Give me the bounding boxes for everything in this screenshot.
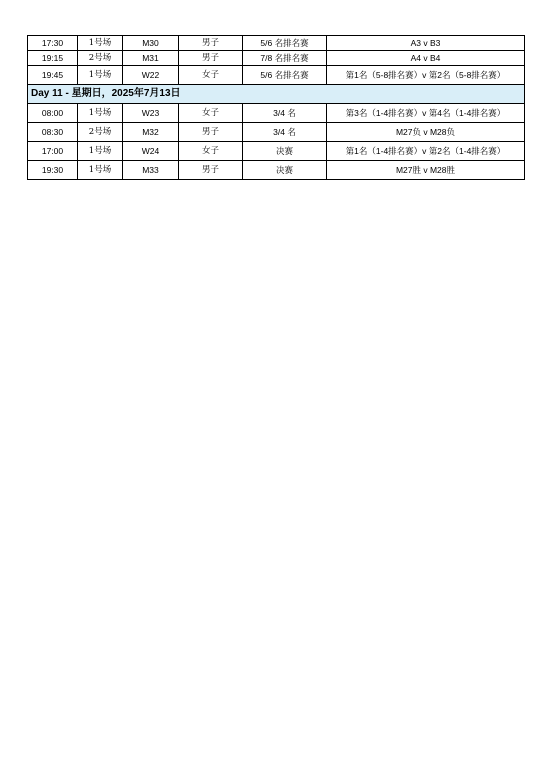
table-row <box>28 51 525 66</box>
match-cell: M33 <box>123 161 179 180</box>
gender-cell: 男子 <box>179 36 243 51</box>
stage-cell: 7/8 名排名赛 <box>243 51 327 66</box>
time-cell: 08:00 <box>28 104 78 123</box>
match-cell: W24 <box>123 142 179 161</box>
gender-cell: 男子 <box>179 123 243 142</box>
teams-cell: A3 v B3 <box>327 36 525 51</box>
gender-cell: 女子 <box>179 66 243 85</box>
stage-cell: 5/6 名排名赛 <box>243 66 327 85</box>
day-header-cell <box>28 85 525 104</box>
match-cell: W22 <box>123 66 179 85</box>
court-cell: 1号场 <box>78 161 123 180</box>
table-row <box>28 142 525 161</box>
court-cell: 1号场 <box>78 104 123 123</box>
table-row <box>28 104 525 123</box>
gender-cell: 女子 <box>179 142 243 161</box>
time-cell: 19:15 <box>28 51 78 66</box>
stage-cell: 3/4 名 <box>243 104 327 123</box>
match-cell: M30 <box>123 36 179 51</box>
time-cell: 17:00 <box>28 142 78 161</box>
teams-cell: M27负 v M28负 <box>327 123 525 142</box>
time-cell: 19:45 <box>28 66 78 85</box>
match-cell: M31 <box>123 51 179 66</box>
court-cell: 2号场 <box>78 123 123 142</box>
stage-cell: 3/4 名 <box>243 123 327 142</box>
match-cell: M32 <box>123 123 179 142</box>
table-row <box>28 123 525 142</box>
table-row <box>28 66 525 85</box>
table-row <box>28 161 525 180</box>
day-label: Day 11 <box>31 88 63 99</box>
court-cell: 1号场 <box>78 142 123 161</box>
court-cell: 1号场 <box>78 66 123 85</box>
teams-cell: M27胜 v M28胜 <box>327 161 525 180</box>
time-cell: 19:30 <box>28 161 78 180</box>
teams-cell: 第1名（1-4排名赛）v 第2名（1-4排名赛） <box>327 142 525 161</box>
stage-cell: 决赛 <box>243 161 327 180</box>
gender-cell: 女子 <box>179 104 243 123</box>
gender-cell: 男子 <box>179 51 243 66</box>
match-cell: W23 <box>123 104 179 123</box>
table-row <box>28 36 525 51</box>
teams-cell: 第1名（5-8排名赛）v 第2名（5-8排名赛） <box>327 66 525 85</box>
stage-cell: 5/6 名排名赛 <box>243 36 327 51</box>
time-cell: 08:30 <box>28 123 78 142</box>
court-cell: 2号场 <box>78 51 123 66</box>
day-header-row <box>28 85 525 104</box>
schedule-table <box>27 35 525 180</box>
time-cell: 17:30 <box>28 36 78 51</box>
day-date: - 星期日，2025年7月13日 <box>62 88 181 99</box>
stage-cell: 决赛 <box>243 142 327 161</box>
teams-cell: 第3名（1-4排名赛）v 第4名（1-4排名赛） <box>327 104 525 123</box>
gender-cell: 男子 <box>179 161 243 180</box>
court-cell: 1号场 <box>78 36 123 51</box>
teams-cell: A4 v B4 <box>327 51 525 66</box>
